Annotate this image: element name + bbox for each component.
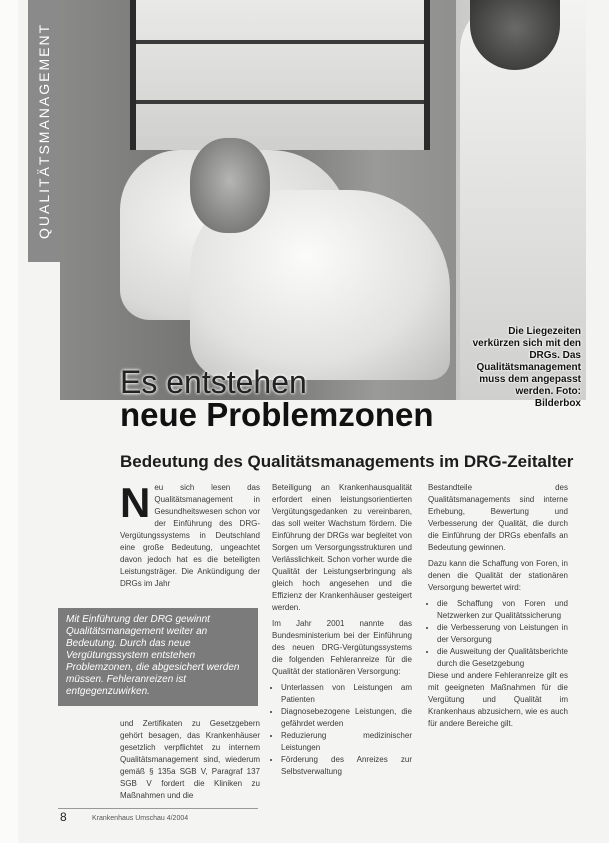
page-number: 8 — [60, 810, 67, 824]
section-tab-label: QUALITÄTSMANAGEMENT — [36, 22, 52, 240]
column-3-paragraph-3: Diese und andere Fehleranreize gilt es mit geeigneten Maßnahmen für die Vergütung und Qualität im Krankenhaus abzusichern, wie es auch für andere Bereiche gilt. — [428, 671, 568, 728]
footer-rule — [58, 808, 258, 809]
headline-line2: neue Problemzonen — [120, 396, 434, 433]
list-item: • Reduzierung medizinischer Leistungen — [281, 730, 412, 754]
photo-window — [130, 0, 430, 150]
list-item: • die Schaffung von Foren und Netzwerken zur Qualitätssicherung — [437, 598, 568, 622]
column-1-text: eu sich lesen das Qualitätsmanagement in Gesundheitswesen schon vor der Einführung des DRG-Vergütungssystems in Deutschland eine große Bedeutung, ungeachtet davon jedoch hat es die beteiligten Leistungsträger. Die Ankündigung der DRGs im Jahr — [120, 483, 260, 588]
headline-line1: Es entstehen — [120, 364, 307, 400]
list-item: • Förderung des Anreizes zur Selbstverwaltung — [281, 754, 412, 778]
photo-caption: Die Liegezeiten verkürzen sich mit den DRGs. Das Qualitätsmanagement muss dem angepasst werden. Foto: Bilderbox — [472, 326, 581, 409]
subtitle: Bedeutung des Qualitätsmanagements im DRG-Zeitalter — [120, 452, 574, 471]
footer-magazine: Krankenhaus Umschau 4/2004 — [92, 815, 189, 822]
column-1-intro — [120, 479, 260, 590]
window-bar — [136, 40, 424, 44]
window-bar — [136, 100, 424, 104]
list-item: • die Ausweitung der Qualitätsberichte durch die Gesetzgebung — [437, 646, 568, 670]
column-3-paragraph-1: Bestandteile des Qualitätsmanagements sind interne Erhebung, Bewertung und Verbesserung der Qualität, die durch die Einführung der DRGs ebenfalls an Bedeutung gewinnen. — [428, 483, 568, 552]
column-3 — [428, 482, 568, 734]
photo-patient-head — [190, 138, 270, 233]
column-1-continued: und Zertifikaten zu Gesetzgebern gehört besagen, das Krankenhäuser gesetzlich verpflichtet zu internem Qualitätsmanagement sind, wiederum gemäß § 135a SGB V, Paragraf 137 SGB V fordert die Kliniken zu Maßnahmen und die — [120, 719, 260, 800]
dropcap: N — [120, 479, 151, 526]
column-2-paragraph-2: Im Jahr 2001 nannte das Bundesministerium bei der Einführung des neuen DRG-Vergütungssystems die folgenden Fehleranreize für die Qualität der stationären Versorgung: — [272, 619, 412, 676]
column-3-list — [428, 598, 568, 670]
column-2 — [272, 482, 412, 778]
column-2-paragraph-1: Beteiligung an Krankenhausqualität erfordert einen leistungsorientierten Vergütungsgedanken zu vereinbaren, das soll weiter Wachstum fördern. Die Einführung der DRGs war begleitet von Sorgen um Versorgungsstrukturen und Verlässlichkeit. Schon vorher wurde die Qualität der Leistungserbringung als gleich hoch angesehen und die Effizienz der Krankenhäuser gesteigert werden. — [272, 483, 412, 612]
list-item: • Unterlassen von Leistungen am Patienten — [281, 682, 412, 706]
page-edge — [0, 0, 18, 843]
list-item: • Diagnosebezogene Leistungen, die gefährdet werden — [281, 706, 412, 730]
column-2-list — [272, 682, 412, 778]
list-item: • die Verbesserung von Leistungen in der Versorgung — [437, 622, 568, 646]
pullquote: Mit Einführung der DRG gewinnt Qualitätsmanagement weiter an Bedeutung. Durch das neue Vergütungssystem entstehen Problemzonen, die abgesichert werden müssen. Fehleranreizen ist entgegenzuwirken. — [58, 608, 258, 706]
column-3-paragraph-2: Dazu kann die Schaffung von Foren, in denen die Qualität der stationären Versorgung bewertet wird: — [428, 559, 568, 592]
column-1 — [120, 479, 260, 594]
